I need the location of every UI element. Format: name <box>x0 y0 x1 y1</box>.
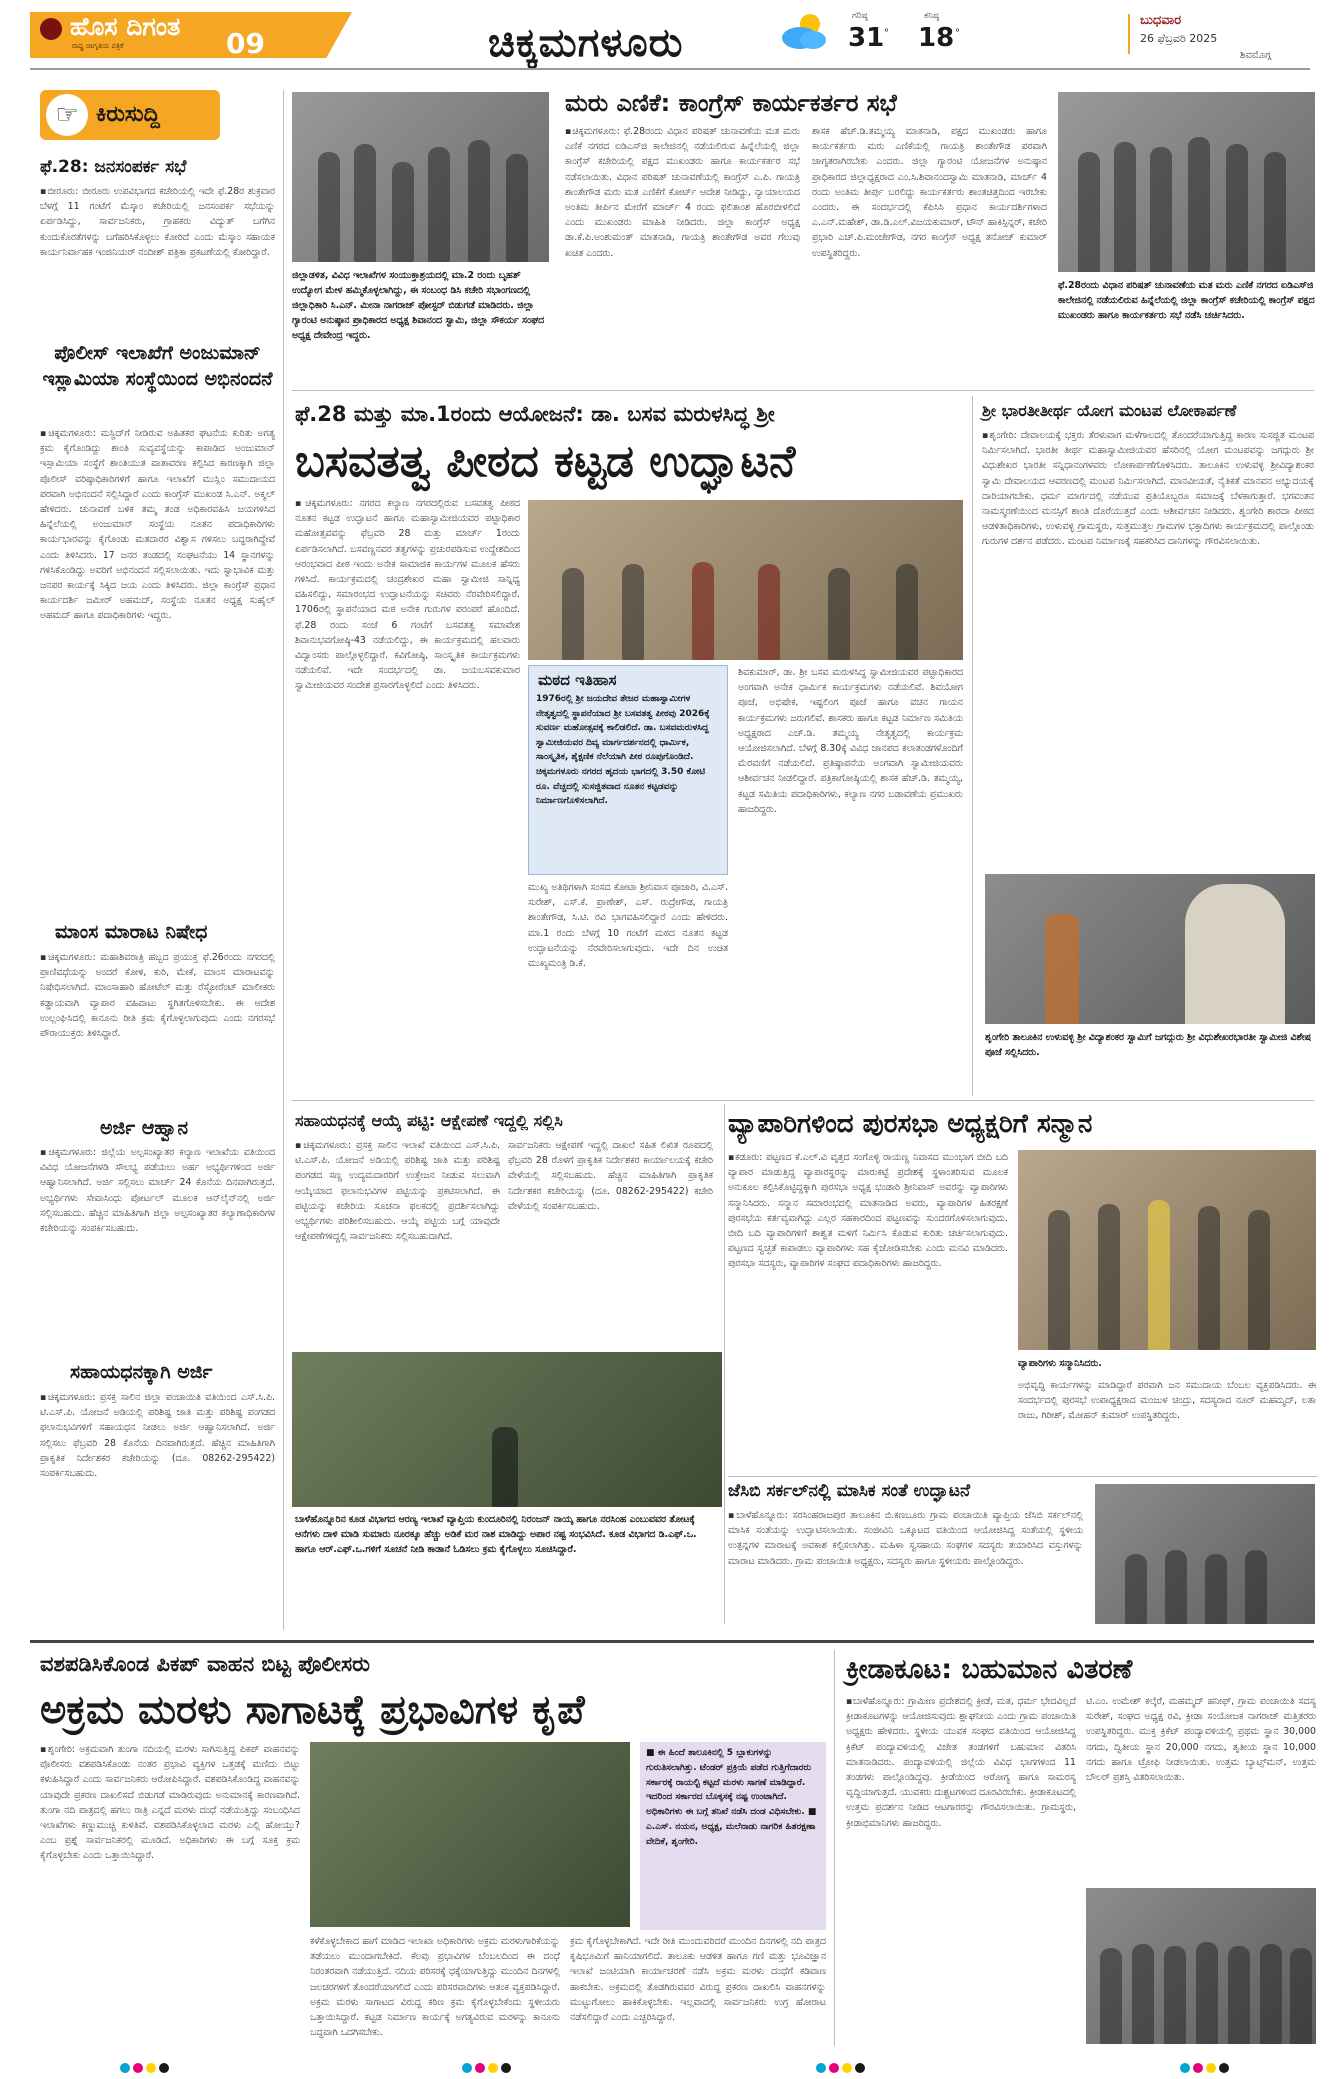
lead-headline: ಬಸವತತ್ವ ಪೀಠದ ಕಟ್ಟಡ ಉದ್ಘಾಟನೆ <box>295 436 796 487</box>
photo-caption: ಫೆ.28ರಂದು ವಿಧಾನ ಪರಿಷತ್ ಚುನಾವಣೆಯ ಮತ ಮರು ಎಣಿಕೆ ನಗರದ ಐಡಿಎಸ್‌ಜಿ ಕಾಲೇಜಿನಲ್ಲಿ ನಡೆಯಲಿರುವ ಹಿನ್ನೆಲೆಯಲ್ಲಿ ಜಿಲ್ಲಾ ಕಾಂಗ್ರೆಸ್ ಕಚೇರಿಯಲ್ಲಿ ಕಾಂಗ್ರೆಸ್ ಪಕ್ಷದ ಮುಖಂಡರು ಹಾಗೂ ಕಾರ್ಯಕರ್ತರು ಸಭೆ ನಡೆಸಿ ಚರ್ಚಿಸಿದರು. <box>1058 280 1315 321</box>
brief-title: ಫೆ.28: ಜನಸಂಪರ್ಕ ಸಭೆ <box>40 157 187 177</box>
logo-icon <box>40 18 62 40</box>
story-headline: ಸಹಾಯಧನಕ್ಕೆ ಆಯ್ಕೆ ಪಟ್ಟಿ: ಆಕ್ಷೇಪಣೆ ಇದ್ದಲ್ಲಿ ಸಲ್ಲಿಸಿ <box>295 1111 563 1130</box>
story-body: ▪ಶೃಂಗೇರಿ: ಅಕ್ರಮವಾಗಿ ತುಂಗಾ ನದಿಯಲ್ಲಿ ಮರಳು ಸಾಗಿಸುತ್ತಿದ್ದ ಪಿಕಪ್ ವಾಹನವನ್ನು ಪೊಲೀಸರು ವಶಪಡಿಸಿಕೊಂಡು ನಂತರ ಪ್ರಭಾವಿ ವ್ಯಕ್ತಿಗಳ ಒತ್ತಡಕ್ಕೆ ಮಣಿದು ಬಿಟ್ಟು ಕಳುಹಿಸಿದ್ದಾರೆ ಎಂದು ಸಾರ್ವಜನಿಕರು ಆರೋಪಿಸಿದ್ದಾರೆ. ವಶಪಡಿಸಿಕೊಂಡಿದ್ದ ವಾಹನವನ್ನು ಯಾವುದೇ ಪ್ರಕರಣ ದಾಖಲಿಸದೆ ಬಿಡುಗಡೆ ಮಾಡಿರುವುದು ಅನುಮಾನಕ್ಕೆ ಕಾರಣವಾಗಿದೆ. ತುಂಗಾ ನದಿ ಪಾತ್ರದಲ್ಲಿ ಹಗಲು ರಾತ್ರಿ ಎನ್ನದೆ ಮರಳು ದಂಧೆ ನಡೆಯುತ್ತಿದ್ದು ಸಂಬಂಧಿಸಿದ ಇಲಾಖೆಗಳು ಕಣ್ಣುಮುಚ್ಚಿ ಕುಳಿತಿವೆ. ವಶಪಡಿಸಿಕೊಳ್ಳಲಾದ ಮರಳು ಎಲ್ಲಿ ಹೋಯ್ತು? ಎಂಬ ಪ್ರಶ್ನೆ ಸಾರ್ವಜನಿಕರಲ್ಲಿ ಮೂಡಿದೆ. ಅಧಿಕಾರಿಗಳು ಈ ಬಗ್ಗೆ ಸೂಕ್ತ ಕ್ರಮ ಕೈಗೊಳ್ಳಬೇಕು ಎಂದು ಒತ್ತಾಯಿಸಿದ್ದಾರೆ. <box>40 1744 300 1862</box>
quote-text: ■ ಈ ಹಿಂದೆ ತಾಲೂಕಿನಲ್ಲಿ 5 ಬ್ಲಾಕುಗಳನ್ನು ಗುರುತಿಸಲಾಗಿತ್ತು. ಟೆಂಡರ್ ಪ್ರಕ್ರಿಯೆ ಪಡೆದ ಗುತ್ತಿಗೆದಾರರು ಸರ್ಕಾರಕ್ಕೆ ರಾಯಲ್ಟಿ ಕಟ್ಟದೆ ಮರಳು ಸಾಗಣೆ ಮಾಡಿದ್ದಾರೆ. ಇದರಿಂದ ಸರ್ಕಾರದ ಬೊಕ್ಕಸಕ್ಕೆ ನಷ್ಟ ಉಂಟಾಗಿದೆ. ಅಧಿಕಾರಿಗಳು ಈ ಬಗ್ಗೆ ತನಿಖೆ ನಡೆಸಿ ದಂಡ ವಿಧಿಸಬೇಕು. ■ ಎ.ಎಸ್. ನಯನ, ಅಧ್ಯಕ್ಷ, ಮಲೆನಾಡು ನಾಗರಿಕ ಹಿತರಕ್ಷಣಾ ವೇದಿಕೆ, ಶೃಂಗೇರಿ. <box>646 1748 817 1847</box>
min-temp: 18 <box>918 23 955 53</box>
story-body: ಶಿವಕುಮಾರ್, ಡಾ. ಶ್ರೀ ಬಸವ ಮರುಳಸಿದ್ಧ ಸ್ವಾಮೀಜಿಯವರ ಪಟ್ಟಾಧಿಕಾರದ ಅಂಗವಾಗಿ ಅನೇಕ ಧಾರ್ಮಿಕ ಕಾರ್ಯಕ್ರಮಗಳು ನಡೆಯಲಿವೆ. ಶಿವಯೋಗ ಪೂಜೆ, ಅಭಿಷೇಕ, ಇಷ್ಟಲಿಂಗ ಪೂಜೆ ಹಾಗೂ ವಚನ ಗಾಯನ ಕಾರ್ಯಕ್ರಮಗಳು ಜರುಗಲಿವೆ. ಶಾಸಕರು ಹಾಗೂ ಕಟ್ಟಡ ನಿರ್ಮಾಣ ಸಮಿತಿಯ ಅಧ್ಯಕ್ಷರಾದ ಎಚ್.ಡಿ. ತಮ್ಮಯ್ಯ ನೇತೃತ್ವದಲ್ಲಿ ಕಾರ್ಯಕ್ರಮ ಆಯೋಜಿಸಲಾಗಿದೆ. ಬೆಳಗ್ಗೆ 8.30ಕ್ಕೆ ವಿವಿಧ ಜಾನಪದ ಕಲಾತಂಡಗಳೊಂದಿಗೆ ಮೆರವಣಿಗೆ ನಡೆಯಲಿದೆ. ಪ್ರತಿಷ್ಠಾಪನೆಯ ಅಂಗವಾಗಿ ಸ್ವಾಮೀಜಿಯವರು ಆಶೀರ್ವಚನ ನೀಡಲಿದ್ದಾರೆ. ಪತ್ರಿಕಾಗೋಷ್ಠಿಯಲ್ಲಿ ಶಾಸಕ ಹೆಚ್.ಡಿ. ತಮ್ಮಯ್ಯ, ಕಟ್ಟಡ ಸಮಿತಿಯ ಪದಾಧಿಕಾರಿಗಳು, ಕಲ್ಯಾಣ ನಗರ ಬಡಾವಣೆಯ ಪ್ರಮುಖರು ಹಾಜರಿದ್ದರು. <box>738 667 963 815</box>
brief-body: ▪ಚಿಕ್ಕಮಗಳೂರು: ಮಹಾಶಿವರಾತ್ರಿ ಹಬ್ಬದ ಪ್ರಯುಕ್ತ ಫೆ.26ರಂದು ನಗರದಲ್ಲಿ ಪ್ರಾಣಿವಧೆಯನ್ನು ಅಂದರೆ ಕೋಳಿ, ಕುರಿ, ಮೇಕೆ, ಮಾಂಸ ಮಾರಾಟವನ್ನು ನಿಷೇಧಿಸಲಾಗಿದೆ. ಮಾಂಸಾಹಾರಿ ಹೋಟೆಲ್ ಮತ್ತು ರೆಸ್ಟೋರೆಂಟ್ ಮಾಲೀಕರು ಕಡ್ಡಾಯವಾಗಿ ವ್ಯಾಪಾರ ವಹಿವಾಟು ಸ್ಥಗಿತಗೊಳಿಸಬೇಕು. ಈ ಆದೇಶ ಉಲ್ಲಂಘಿಸಿದಲ್ಲಿ ಕಾನೂನು ರೀತಿ ಕ್ರಮ ಕೈಗೊಳ್ಳಲಾಗುವುದು ಎಂದು ನಗರಸಭೆ ಪೌರಾಯುಕ್ತರು ತಿಳಿಸಿದ್ದಾರೆ. <box>40 952 275 1040</box>
photo-honor <box>1018 1150 1316 1350</box>
column-divider <box>834 1650 835 2046</box>
photo-caption: ಶೃಂಗೇರಿ ತಾಲೂಕಿನ ಉಳುವಳ್ಳಿ ಶ್ರೀ ವಿದ್ಯಾಶಂಕರ ಸ್ವಾಮಿಗೆ ಜಗದ್ಗುರು ಶ್ರೀ ವಿಧುಶೇಖರಭಾರತೀ ಸ್ವಾಮೀಜಿ ವಿಶೇಷ ಪೂಜೆ ಸಲ್ಲಿಸಿದರು. <box>985 1032 1312 1058</box>
photo-job-fair <box>292 92 549 262</box>
photo-sand-pickup <box>310 1742 630 1927</box>
column-divider <box>972 396 973 1096</box>
weekday: ಬುಧವಾರ <box>1140 13 1182 28</box>
max-temp-label: ಗರಿಷ್ಠ <box>852 11 868 21</box>
brief-body: ▪ಚಿಕ್ಕಮಗಳೂರು: ಜಿಲ್ಲೆಯ ಅಲ್ಪಸಂಖ್ಯಾತರ ಕಲ್ಯಾಣ ಇಲಾಖೆಯ ವತಿಯಿಂದ ವಿವಿಧ ಯೋಜನೆಗಳಡಿ ಸೌಲಭ್ಯ ಪಡೆಯಲು ಅರ್ಹ ಅಭ್ಯರ್ಥಿಗಳಿಂದ ಅರ್ಜಿ ಆಹ್ವಾನಿಸಲಾಗಿದೆ. ಅರ್ಜಿ ಸಲ್ಲಿಸಲು ಮಾರ್ಚ್ 24 ಕೊನೆಯ ದಿನವಾಗಿರುತ್ತದೆ. ಅಭ್ಯರ್ಥಿಗಳು ಸೇವಾಸಿಂಧು ಪೋರ್ಟಲ್ ಮೂಲಕ ಆನ್‌ಲೈನ್‌ನಲ್ಲಿ ಅರ್ಜಿ ಸಲ್ಲಿಸಬಹುದು. ಹೆಚ್ಚಿನ ಮಾಹಿತಿಗಾಗಿ ಜಿಲ್ಲಾ ಅಲ್ಪಸಂಖ್ಯಾತರ ಕಲ್ಯಾಣಾಧಿಕಾರಿಗಳ ಕಚೇರಿಯನ್ನು ಸಂಪರ್ಕಿಸಬಹುದು. <box>40 1147 275 1235</box>
story-body: ▪ಚಿಕ್ಕಮಗಳೂರು: ಪ್ರಸಕ್ತ ಸಾಲಿನ ಇಲಾಖೆ ವತಿಯಿಂದ ಎಸ್.ಸಿ.ಪಿ. ಟಿ.ಎಸ್.ಪಿ. ಯೋಜನೆ ಅಡಿಯಲ್ಲಿ ಪರಿಶಿಷ್ಟ ಜಾತಿ ಮತ್ತು ಪರಿಶಿಷ್ಟ ಪಂಗಡದ ಸಣ್ಣ ಉದ್ಯಮದಾರರಿಗೆ ಉತ್ತೇಜನ ನೀಡುವ ಸಲುವಾಗಿ ಆಯ್ಕೆಯಾದ ಫಲಾನುಭವಿಗಳ ಪಟ್ಟಿಯನ್ನು ಪ್ರಕಟಿಸಲಾಗಿದೆ. ಈ ಪಟ್ಟಿಯನ್ನು ಕಚೇರಿಯ ಸೂಚನಾ ಫಲಕದಲ್ಲಿ ಪ್ರದರ್ಶಿಸಲಾಗಿದ್ದು ಅಭ್ಯರ್ಥಿಗಳು ಪರಿಶೀಲಿಸಬಹುದು. ಆಯ್ಕೆ ಪಟ್ಟಿಯ ಬಗ್ಗೆ ಯಾವುದೇ ಆಕ್ಷೇಪಣೆಗಳಿದ್ದಲ್ಲಿ ಸಾರ್ವಜನಿಕರು ಸಲ್ಲಿಸಬಹುದಾಗಿದೆ. <box>295 1140 500 1243</box>
print-registration-marks <box>120 2058 172 2077</box>
story-body: ▪ಶೃಂಗೇರಿ: ದೇವಾಲಯಕ್ಕೆ ಭಕ್ತರು ತೆರಳುವಾಗ ಮಳೆಗಾಲದಲ್ಲಿ ತೊಂದರೆಯಾಗುತ್ತಿದ್ದ ಕಾರಣ ಸುಸಜ್ಜಿತ ಮಂಟಪ ನಿರ್ಮಿಸಲಾಗಿದೆ. ಭಾರತೀ ತೀರ್ಥ ಮಹಾಸ್ವಾಮೀಜಿಯವರ ಹೆಸರಿನಲ್ಲಿ ಯೋಗ ಮಂಟಪವನ್ನು ಜಗದ್ಗುರು ಶ್ರೀ ವಿಧುಶೇಖರ ಭಾರತೀ ಸನ್ನಿಧಾನಂಗಳವರು ಲೋಕಾರ್ಪಣೆಗೊಳಿಸಿದರು. ತಾಲೂಕಿನ ಉಳುವಳ್ಳಿ ಶ್ರೀವಿದ್ಯಾಶಂಕರ ಸ್ವಾಮಿ ದೇವಾಲಯದ ಆವರಣದಲ್ಲಿ ಮಂಟಪ ನಿರ್ಮಿಸಲಾಗಿದೆ. ಮಾನವೀಯತೆ, ನೈತಿಕತೆ ಮಾನವನ ಅಭ್ಯುದಯಕ್ಕೆ ದಾರಿಯಾಗಬೇಕು. ಧರ್ಮ ಮಾರ್ಗದಲ್ಲಿ ನಡೆಯುವ ಪ್ರತಿಯೊಬ್ಬರೂ ಸಮಾಜಕ್ಕೆ ಬೆಳಕಾಗುತ್ತಾರೆ. ಭಗವಂತನ ನಾಮಸ್ಮರಣೆಯಿಂದ ಮನಸ್ಸಿಗೆ ಶಾಂತಿ ದೊರೆಯುತ್ತದೆ ಎಂದು ಆಶೀರ್ವಚನ ನೀಡಿದರು. ಶೃಂಗೇರಿ ಶಾರದಾ ಪೀಠದ ಆಡಳಿತಾಧಿಕಾರಿಗಳು, ಉಳುವಳ್ಳಿ ಗ್ರಾಮಸ್ಥರು, ಸುತ್ತಮುತ್ತಲ ಗ್ರಾಮಗಳ ಭಕ್ತಾದಿಗಳು ಕಾರ್ಯಕ್ರಮದಲ್ಲಿ ಪಾಲ್ಗೊಂಡು ಗುರುಗಳ ದರ್ಶನ ಪಡೆದರು. ಮಂಟಪ ನಿರ್ಮಾಣಕ್ಕೆ ಸಹಕರಿಸಿದ ದಾನಿಗಳನ್ನು ಗೌರವಿಸಲಾಯಿತು. <box>982 430 1314 548</box>
section-rule <box>728 1476 1318 1477</box>
section-rule <box>30 1640 1314 1643</box>
photo-caption: ಜಿಲ್ಲಾಡಳಿತ, ವಿವಿಧ ಇಲಾಖೆಗಳ ಸಂಯುಕ್ತಾಶ್ರಯದಲ್ಲಿ ಮಾ.2 ರಂದು ಬೃಹತ್ ಉದ್ಯೋಗ ಮೇಳ ಹಮ್ಮಿಕೊಳ್ಳಲಾಗಿದ್ದು, ಈ ಸಂಬಂಧ ಡಿಸಿ ಕಚೇರಿ ಸಭಾಂಗಣದಲ್ಲಿ ಜಿಲ್ಲಾಧಿಕಾರಿ ಸಿ.ಎನ್. ಮೀನಾ ನಾಗರಾಜ್ ಪೋಸ್ಟರ್ ಬಿಡುಗಡೆ ಮಾಡಿದರು. ಜಿಲ್ಲಾ ಗ್ಯಾರಂಟಿ ಅನುಷ್ಠಾನ ಪ್ರಾಧಿಕಾರದ ಅಧ್ಯಕ್ಷ ಶಿವಾನಂದ ಸ್ವಾಮಿ, ಜಿಲ್ಲಾ ಸೌಕರ್ಯ ಸಂಘದ ಅಧ್ಯಕ್ಷ ದೇವೇಂದ್ರ ಇದ್ದರು. <box>292 270 545 341</box>
photo-yoga-mantapa <box>985 874 1315 1024</box>
column-divider <box>724 1104 725 1624</box>
story-headline: ಮರು ಎಣಿಕೆ: ಕಾಂಗ್ರೆಸ್ ಕಾರ್ಯಕರ್ತರ ಸಭೆ <box>565 89 897 117</box>
lead-kicker: ಫೆ.28 ಮತ್ತು ಮಾ.1ರಂದು ಆಯೋಜನೆ: ಡಾ. ಬಸವ ಮರುಳಸಿದ್ಧ ಶ್ರೀ <box>295 402 775 426</box>
page-number: 09 <box>226 27 265 60</box>
photo-press-meet <box>528 500 963 660</box>
story-kicker: ವಶಪಡಿಸಿಕೊಂಡ ಪಿಕಪ್ ವಾಹನ ಬಿಟ್ಟ ಪೊಲೀಸರು <box>40 1652 370 1676</box>
story-headline: ಅಕ್ರಮ ಮರಳು ಸಾಗಾಟಕ್ಕೆ ಪ್ರಭಾವಿಗಳ ಕೃಪೆ <box>40 1687 585 1733</box>
story-body: ಕಳೆಕೊಳ್ಳಬೇಕಾದ ಹಾಗೆ ಮಾಡಿದ ಇಲಾಖಾ ಅಧಿಕಾರಿಗಳು ಅಕ್ರಮ ಮರಳುಗಾರಿಕೆಯನ್ನು ತಡೆಯಲು ಮುಂದಾಗಬೇಕಿದೆ. ಕೆಲವು ಪ್ರಭಾವಿಗಳ ಬೆಂಬಲದಿಂದ ಈ ದಂಧೆ ನಿರಂತರವಾಗಿ ನಡೆಯುತ್ತಿದೆ. ನದಿಯ ಪರಿಸರಕ್ಕೆ ಧಕ್ಕೆಯಾಗುತ್ತಿದ್ದು ಮುಂದಿನ ದಿನಗಳಲ್ಲಿ ಜಲಚರಗಳಿಗೆ ತೊಂದರೆಯಾಗಲಿದೆ ಎಂದು ಪರಿಸರವಾದಿಗಳು ಆತಂಕ ವ್ಯಕ್ತಪಡಿಸಿದ್ದಾರೆ. ಅಕ್ರಮ ಮರಳು ಸಾಗಾಟದ ವಿರುದ್ಧ ಕಠಿಣ ಕ್ರಮ ಕೈಗೊಳ್ಳಬೇಕೆಂದು ಸ್ಥಳೀಯರು ಒತ್ತಾಯಿಸಿದ್ದಾರೆ. ಕಟ್ಟಡ ನಿರ್ಮಾಣ ಕಾರ್ಯಕ್ಕೆ ಅಗತ್ಯವಿರುವ ಮರಳನ್ನು ಕಾನೂನು ಬದ್ಧವಾಗಿ ಒದಗಿಸಬೇಕು. <box>310 1936 560 2039</box>
print-registration-marks <box>1180 2058 1232 2077</box>
story-body: ಶಾಸಕ ಹೆಚ್.ಡಿ.ತಮ್ಮಯ್ಯ ಮಾತನಾಡಿ, ಪಕ್ಷದ ಮುಖಂಡರು ಹಾಗೂ ಕಾರ್ಯಕರ್ತರು ಮರು ಎಣಿಕೆಯಲ್ಲಿ ಗಾಯತ್ರಿ ಶಾಂತೇಗೌಡ ಪರವಾಗಿ ಜಾಗೃತರಾಗಿರಬೇಕು ಎಂದರು. ಜಿಲ್ಲಾ ಗ್ಯಾರಂಟಿ ಯೋಜನೆಗಳ ಅನುಷ್ಠಾನ ಪ್ರಾಧಿಕಾರದ ಜಿಲ್ಲಾಧ್ಯಕ್ಷರಾದ ಎಂ.ಸಿ.ಶಿವಾನಂದಸ್ವಾಮಿ ಮಾತನಾಡಿ, ಮಾರ್ಚ್ 4 ರಂದು ಅಂತಿಮ ತೀರ್ಪು ಬರಲಿದ್ದು ಕಾರ್ಯಕರ್ತರು ಶಾಂತಚಿತ್ತದಿಂದ ಇರಬೇಕು ಎಂದರು. ಈ ಸಂದರ್ಭದಲ್ಲಿ ಕೆಪಿಸಿಸಿ ಪ್ರಧಾನ ಕಾರ್ಯದರ್ಶಿಗಳಾದ ಎ.ಎನ್.ಮಹೇಶ್, ಡಾ.ಡಿ.ಎಲ್.ವಿಜಯಕುಮಾರ್, ಟೌನ್ ಹಾಕಿಸ್ಪಿನ್ನರ್, ಕಚೇರಿ ಪ್ರಭಾರಿ ಎಚ್.ಪಿ.ಮಂಜೇಗೌಡ, ನಗರ ಕಾಂಗ್ರೆಸ್ ಅಧ್ಯಕ್ಷ ತನೋಜ್ ಕುಮಾರ್ ಉಪಸ್ಥಿತರಿದ್ದರು. <box>812 126 1047 259</box>
brief-title: ಅರ್ಜಿ ಆಹ್ವಾನ <box>100 1117 189 1139</box>
masthead-rule <box>30 68 1310 70</box>
story-body: ಅಭಿವೃದ್ಧಿ ಕಾರ್ಯಗಳನ್ನು ಮಾಡಿದ್ದಾರೆ ಪರವಾಗಿ ಜನ ಸಮುದಾಯ ಬೆಂಬಲ ವ್ಯಕ್ತಪಡಿಸಿದರು. ಈ ಸಂದರ್ಭದಲ್ಲಿ ಪುರಸಭೆ ಉಪಾಧ್ಯಕ್ಷರಾದ ಮಂಜುಳ ಚಂದ್ರು, ಸದಸ್ಯರಾದ ನೂರ್ ಮಹಮ್ಮದ್, ಲತಾ ರಾಜು, ಗಿರೀಶ್, ಮೋಹನ್ ಕುಮಾರ್ ಉಪಸ್ಥಿತರಿದ್ದರು. <box>1018 1380 1316 1422</box>
degree-icon: ° <box>884 28 889 39</box>
brief-title: ಸಹಾಯಧನಕ್ಕಾಗಿ ಅರ್ಜಿ <box>70 1361 213 1383</box>
city-title: ಚಿಕ್ಕಮಗಳೂರು <box>488 20 684 66</box>
photo-santhe <box>1095 1484 1315 1624</box>
story-headline: ಜೆಸಿಬಿ ಸರ್ಕಲ್‌ನಲ್ಲಿ ಮಾಸಿಕ ಸಂತೆ ಉದ್ಘಾಟನೆ <box>728 1481 971 1501</box>
briefs-label: ಕಿರುಸುದ್ದಿ <box>96 102 160 127</box>
story-headline: ಶ್ರೀ ಭಾರತೀತೀರ್ಥ ಯೋಗ ಮಂಟಪ ಲೋಕಾರ್ಪಣೆ <box>982 401 1237 420</box>
issue-date: 26 ಫೆಬ್ರವರಿ 2025 <box>1140 32 1218 45</box>
story-body: ಮುಖ್ಯ ಅತಿಥಿಗಳಾಗಿ ಸಂಸದ ಕೋಟಾ ಶ್ರೀನಿವಾಸ ಪೂಜಾರಿ, ವಿ.ಎಸ್. ಸುರೇಶ್, ಎಸ್.ಕೆ. ಪ್ರಾಣೇಶ್, ಎಸ್. ರುದ್ರೇಗೌಡ, ಗಾಯತ್ರಿ ಶಾಂತೇಗೌಡ, ಸಿ.ಟಿ. ರವಿ ಭಾಗವಹಿಸಲಿದ್ದಾರೆ ಎಂದು ಹೇಳಿದರು. ಮಾ.1 ರಂದು ಬೆಳಗ್ಗೆ 10 ಗಂಟೆಗೆ ಮಠದ ನೂತನ ಕಟ್ಟಡ ಉದ್ಘಾಟನೆಯನ್ನು ನೆರವೇರಿಸಲಾಗುವುದು. ಇದೇ ದಿನ ಉಚಿತ ಮುಖ್ಯಮಂತ್ರಿ ಡಿ.ಕೆ. <box>528 882 728 970</box>
history-title: ಮಠದ ಇತಿಹಾಸ <box>538 671 617 689</box>
story-body: ▪ಕಡೂರು: ಪಟ್ಟಣದ ಕೆ.ಎಲ್.ವಿ ವೃತ್ತದ ಸಂಗೊಳ್ಳಿ ರಾಯಣ್ಣ ನಿವಾಸದ ಮುಂಭಾಗ ಬೀದಿ ಬದಿ ವ್ಯಾಪಾರ ಮಾಡುತ್ತಿದ್ದ ವ್ಯಾಪಾರಸ್ಥರನ್ನು ಮಾರುಕಟ್ಟೆ ಪ್ರದೇಶಕ್ಕೆ ಸ್ಥಳಾಂತರಿಸುವ ಮೂಲಕ ಅನುಕೂಲ ಕಲ್ಪಿಸಿಕೊಟ್ಟಿದ್ದಕ್ಕಾಗಿ ಪುರಸಭಾ ಅಧ್ಯಕ್ಷ ಭಂಡಾರಿ ಶ್ರೀನಿವಾಸ್ ಅವರನ್ನು ವ್ಯಾಪಾರಿಗಳು ಸನ್ಮಾನಿಸಿದರು. ಸನ್ಮಾನ ಸಮಾರಂಭದಲ್ಲಿ ಮಾತನಾಡಿದ ಅವರು, ವ್ಯಾಪಾರಿಗಳ ಹಿತರಕ್ಷಣೆ ಪುರಸಭೆಯ ಕರ್ತವ್ಯವಾಗಿದ್ದು ಎಲ್ಲರ ಸಹಕಾರದಿಂದ ಪಟ್ಟಣವನ್ನು ಸುಂದರಗೊಳಿಸಲಾಗುವುದು. ಬೀದಿ ಬದಿ ವ್ಯಾಪಾರಿಗಳಿಗೆ ಶಾಶ್ವತ ಮಳಿಗೆ ನಿರ್ಮಿಸಿ ಕೊಡುವ ಕುರಿತು ಚರ್ಚಿಸಲಾಗುವುದು. ಪಟ್ಟಣದ ಸ್ವಚ್ಛತೆ ಕಾಪಾಡಲು ವ್ಯಾಪಾರಿಗಳು ಸಹ ಕೈಜೋಡಿಸಬೇಕು ಎಂದು ಮನವಿ ಮಾಡಿದರು. ಪುರಸಭಾ ಸದಸ್ಯರು, ವ್ಯಾಪಾರಿಗಳ ಸಂಘದ ಪದಾಧಿಕಾರಿಗಳು ಹಾಜರಿದ್ದರು. <box>728 1152 1008 1270</box>
photo-caption: ವ್ಯಾಪಾರಿಗಳು ಸನ್ಮಾನಿಸಿದರು. <box>1018 1358 1102 1369</box>
brief-title: ಪೊಲೀಸ್ ಇಲಾಖೆಗೆ ಅಂಜುಮಾನ್ ಇಸ್ಲಾಮಿಯಾ ಸಂಸ್ಥೆಯಿಂದ ಅಭಿನಂದನೆ <box>42 342 273 390</box>
story-body: ▪ಬಾಳೆಹೊನ್ನೂರು: ಗ್ರಾಮೀಣ ಪ್ರದೇಶದಲ್ಲಿ ಕ್ರೀಡೆ, ಮತ, ಧರ್ಮ ಭೇದವಿಲ್ಲದೆ ಕ್ರೀಡಾಕೂಟಗಳನ್ನು ಆಯೋಜಿಸುವುದು ಶ್ಲಾಘನೀಯ ಎಂದು ಗ್ರಾಮ ಪಂಚಾಯಿತಿ ಅಧ್ಯಕ್ಷರು ಹೇಳಿದರು. ಸ್ಥಳೀಯ ಯುವಕ ಸಂಘದ ವತಿಯಿಂದ ಆಯೋಜಿಸಿದ್ದ ಕ್ರಿಕೆಟ್ ಪಂದ್ಯಾವಳಿಯಲ್ಲಿ ವಿಜೇತ ತಂಡಗಳಿಗೆ ಬಹುಮಾನ ವಿತರಿಸಿ ಮಾತನಾಡಿದರು. ಪಂದ್ಯಾವಳಿಯಲ್ಲಿ ಜಿಲ್ಲೆಯ ವಿವಿಧ ಭಾಗಗಳಿಂದ 11 ತಂಡಗಳು ಪಾಲ್ಗೊಂಡಿದ್ದವು. ಕ್ರೀಡೆಯಿಂದ ಆರೋಗ್ಯ ಹಾಗೂ ಸಾಮರಸ್ಯ ವೃದ್ಧಿಯಾಗುತ್ತದೆ. ಯುವಕರು ದುಶ್ಚಟಗಳಿಂದ ದೂರವಿರಬೇಕು. ಕ್ರೀಡಾಕೂಟದಲ್ಲಿ ಉತ್ತಮ ಪ್ರದರ್ಶನ ನೀಡಿದ ಆಟಗಾರರನ್ನು ಗೌರವಿಸಲಾಯಿತು. ಗ್ರಾಮಸ್ಥರು, ಕ್ರೀಡಾಭಿಮಾನಿಗಳು ಹಾಜರಿದ್ದರು. <box>846 1696 1076 1829</box>
section-rule <box>292 390 1314 391</box>
photo-caption: ಬಾಳೆಹೊನ್ನೂರಿನ ಕೂಡ ವಿಭಾಗದ ಆರಣ್ಯ ಇಲಾಖೆ ವ್ಯಾಪ್ತಿಯ ಕುಂದೂರಿನಲ್ಲಿ ನಿರಂಜನ್ ನಾಯ್ಕ ಹಾಗೂ ನರಸಿಂಹ ಎಂಬುವವರ ತೋಟಕ್ಕೆ ಆನೆಗಳು ದಾಳಿ ಮಾಡಿ ಸುಮಾರು ನೂರಕ್ಕೂ ಹೆಚ್ಚು ಅಡಿಕೆ ಮರ ನಾಶ ಮಾಡಿದ್ದು ಅಪಾರ ನಷ್ಟ ಸಂಭವಿಸಿದೆ. ಕೂಡ ವಿಭಾಗದ ಡಿ.ಎಫ್.ಒ. ಹಾಗೂ ಆರ್.ಎಫ್.ಒ.ಗಳಿಗೆ ಸೂಚನೆ ನೀಡಿ ಕಾಡಾನೆ ಓಡಿಸಲು ಕ್ರಮ ಕೈಗೊಳ್ಳಲು ಸೂಚಿಸಿದ್ದಾರೆ. <box>295 1514 697 1555</box>
edition: ಶಿವಮೊಗ್ಗ <box>1240 50 1272 61</box>
section-rule <box>292 1100 1314 1101</box>
weather-icon <box>780 10 830 54</box>
brief-body: ▪ಚಿಕ್ಕಮಗಳೂರು: ಮಸ್ಜಿದ್‌ಗೆ ನೀಡಿರುವ ಅಹಿತಕರ ಘಟನೆಯ ಕುರಿತು ಅಗತ್ಯ ಕ್ರಮ ಕೈಗೊಂಡಿದ್ದು ಶಾಂತಿ ಸುವ್ಯವಸ್ಥೆಯನ್ನು ಕಾಪಾಡಿದ ಅಂಜುಮಾನ್ ಇಸ್ಲಾಮಿಯಾ ಸಂಸ್ಥೆಗೆ ಶಾಂತಿಯುತ ವಾತಾವರಣ ಕಲ್ಪಿಸಿದ ಕಾರಣಕ್ಕಾಗಿ ಜಿಲ್ಲಾ ಪೊಲೀಸ್ ವರಿಷ್ಠಾಧಿಕಾರಿಗಳಿಗೆ ಹಾಗೂ ಇಲಾಖೆಗೆ ಮುಸ್ಲಿಂ ಸಮುದಾಯದ ಪರವಾಗಿ ಅಭಿನಂದನೆ ಸಲ್ಲಿಸಿದ್ದಾರೆ ಎಂದು ಕಾಂಗ್ರೆಸ್ ಮುಖಂಡ ಸಿ.ಎನ್. ಅಕ್ಮಲ್ ಹೇಳಿದರು. ಚುನಾವಣೆ ಬಳಿಕ ತಮ್ಮ ತಂಡ ಅಧಿಕಾರವಹಿಸಿ ಜಯಗಳಿಸಿದ ಹಿನ್ನೆಲೆಯಲ್ಲಿ ಅಂಜುಮಾನ್ ಸಂಸ್ಥೆಯ ನೂತನ ಪದಾಧಿಕಾರಿಗಳು ಕಾರ್ಯಭಾರವನ್ನು ಕೈಗೊಂಡು ಮತದಾರರ ವಿಶ್ವಾಸ ಗಳಿಸಲು ಬದ್ಧರಾಗಿದ್ದೇವೆ ಎಂದು ತಿಳಿಸಿದರು. 17 ಜನರ ತಂಡದಲ್ಲಿ ಸಂಘಟನೆಯು 14 ಸ್ಥಾನಗಳನ್ನು ಗಳಿಸಿಕೊಂಡಿದ್ದು ಅವರಿಗೆ ಅಭಿನಂದನೆ ಸಲ್ಲಿಸಲಾಯಿತು. ಇದು ಸ್ವಾಭಾವಿಕ ಮತ್ತು ಜನಪರ ಕಾರ್ಯಕ್ಕೆ ಸಿಕ್ಕಿದ ಜಯ ಎಂದು ತಿಳಿಸಿದರು. ಜಿಲ್ಲಾ ಕಾಂಗ್ರೆಸ್ ಪ್ರಧಾನ ಕಾರ್ಯದರ್ಶಿ ಜಮೀರ್ ಅಹಮದ್, ಸಂಸ್ಥೆಯ ನೂತನ ಅಧ್ಯಕ್ಷ ಸುಹೈಲ್ ಅಹಮದ್ ಹಾಗೂ ಪದಾಧಿಕಾರಿಗಳು ಇದ್ದರು. <box>40 428 275 622</box>
briefs-icon: ☞ <box>46 94 88 136</box>
story-headline: ವ್ಯಾಪಾರಿಗಳಿಂದ ಪುರಸಭಾ ಅಧ್ಯಕ್ಷರಿಗೆ ಸನ್ಮಾನ <box>728 1109 1093 1139</box>
photo-congress-meeting <box>1058 92 1315 272</box>
photo-damaged-plantation <box>292 1352 722 1507</box>
story-body: ಸಾರ್ವಜನಿಕರು ಆಕ್ಷೇಪಣೆ ಇದ್ದಲ್ಲಿ ದಾಖಲೆ ಸಹಿತ ಲಿಖಿತ ರೂಪದಲ್ಲಿ ಫೆಬ್ರವರಿ 28 ರೊಳಗೆ ಪ್ರಾಕೃತಿಕ ನಿರ್ದೇಶಕರ ಕಾರ್ಯಾಲಯಕ್ಕೆ ಕಚೇರಿ ವೇಳೆಯಲ್ಲಿ ಸಲ್ಲಿಸಬಹುದು. ಹೆಚ್ಚಿನ ಮಾಹಿತಿಗಾಗಿ ಪ್ರಾಕೃತಿಕ ನಿರ್ದೇಶಕರ ಕಚೇರಿಯನ್ನು (ದೂ. 08262-295422) ಕಚೇರಿ ವೇಳೆಯಲ್ಲಿ ಸಂಪರ್ಕಿಸಬಹುದು. <box>508 1140 713 1212</box>
column-divider <box>283 90 284 1630</box>
story-headline: ಕ್ರೀಡಾಕೂಟ: ಬಹುಮಾನ ವಿತರಣೆ <box>846 1654 1133 1685</box>
date-divider <box>1128 14 1130 54</box>
brand-name: ಹೊಸ ದಿಗಂತ <box>70 12 181 41</box>
degree-icon: ° <box>955 28 960 39</box>
brand-tagline: ರಾಷ್ಟ್ರ ಜಾಗೃತಿಯ ಪತ್ರಿಕೆ <box>72 42 124 50</box>
story-body: ಟಿ.ಎಂ. ಉಮೇಶ್ ಕಲ್ಕೆರೆ, ಮಹಮ್ಮದ್ ಹನೀಫ್, ಗ್ರಾಮ ಪಂಚಾಯಿತಿ ಸದಸ್ಯ ಸುರೇಶ್, ಸಂಘದ ಅಧ್ಯಕ್ಷ ರವಿ, ಕ್ರೀಡಾ ಸಂಯೋಜಕ ನಾಗರಾಜ್ ಮತ್ತಿತರರು ಉಪಸ್ಥಿತರಿದ್ದರು. ಮುಕ್ತ ಕ್ರಿಕೆಟ್ ಪಂದ್ಯಾವಳಿಯಲ್ಲಿ ಪ್ರಥಮ ಸ್ಥಾನ 30,000 ನಗದು, ದ್ವಿತೀಯ ಸ್ಥಾನ 20,000 ನಗದು, ತೃತೀಯ ಸ್ಥಾನ 10,000 ನಗದು ಹಾಗೂ ಟ್ರೋಫಿ ನೀಡಲಾಯಿತು. ಉತ್ತಮ ಬ್ಯಾಟ್ಸ್‌ಮನ್, ಉತ್ತಮ ಬೌಲರ್ ಪ್ರಶಸ್ತಿ ವಿತರಿಸಲಾಯಿತು. <box>1086 1696 1316 1784</box>
min-temp-label: ಕನಿಷ್ಠ <box>924 11 940 21</box>
print-registration-marks <box>462 2058 514 2077</box>
brief-body: ▪ಚಿಕ್ಕಮಗಳೂರು: ಪ್ರಸಕ್ತ ಸಾಲಿನ ಜಿಲ್ಲಾ ಪಂಚಾಯಿತಿ ವತಿಯಿಂದ ಎಸ್.ಸಿ.ಪಿ. ಟಿ.ಎಸ್.ಪಿ. ಯೋಜನೆ ಅಡಿಯಲ್ಲಿ ಪರಿಶಿಷ್ಟ ಜಾತಿ ಮತ್ತು ಪರಿಶಿಷ್ಟ ಪಂಗಡದ ಫಲಾನುಭವಿಗಳಿಗೆ ಸಹಾಯಧನ ನೀಡಲು ಅರ್ಜಿ ಆಹ್ವಾನಿಸಲಾಗಿದೆ. ಅರ್ಜಿ ಸಲ್ಲಿಸಲು ಫೆಬ್ರವರಿ 28 ಕೊನೆಯ ದಿನವಾಗಿರುತ್ತದೆ. ಹೆಚ್ಚಿನ ಮಾಹಿತಿಗಾಗಿ ಪ್ರಾಕೃತಿಕ ನಿರ್ದೇಶಕರ ಕಚೇರಿಯನ್ನು (ದೂ. 08262-295422) ಸಂಪರ್ಕಿಸಬಹುದು. <box>40 1392 275 1480</box>
story-body: ▪ಚಿಕ್ಕಮಗಳೂರು: ಫೆ.28ರಂದು ವಿಧಾನ ಪರಿಷತ್ ಚುನಾವಣೆಯ ಮತ ಮರು ಎಣಿಕೆ ನಗರದ ಐಡಿಎಸ್‌ಜಿ ಕಾಲೇಜಿನಲ್ಲಿ ನಡೆಯಲಿರುವ ಹಿನ್ನೆಲೆಯಲ್ಲಿ ಜಿಲ್ಲಾ ಕಾಂಗ್ರೆಸ್ ಕಚೇರಿಯಲ್ಲಿ ಪಕ್ಷದ ಮುಖಂಡರು ಹಾಗೂ ಕಾರ್ಯಕರ್ತರ ಸಭೆ ನಡೆಸಲಾಯಿತು. ವಿಧಾನ ಪರಿಷತ್ ಚುನಾವಣೆಯಲ್ಲಿ ಕಾಂಗ್ರೆಸ್ ಎ.ಪಿ. ಗಾಯತ್ರಿ ಶಾಂತೇಗೌಡ ಮರು ಮತ ಎಣಿಕೆಗೆ ಕೋರ್ಟ್ ಆದೇಶ ನೀಡಿದ್ದು, ನ್ಯಾಯಾಲಯದ ಅಂತಿಮ ತೀರ್ಪಿನ ಮೇರೆಗೆ ಮಾರ್ಚ್ 4 ರಂದು ಫಲಿತಾಂಶ ಹೊರಬೀಳಲಿದೆ ಎಂದು ಮುಖಂಡರು ಮಾಹಿತಿ ನೀಡಿದರು. ಜಿಲ್ಲಾ ಕಾಂಗ್ರೆಸ್ ಅಧ್ಯಕ್ಷ ಡಾ.ಕೆ.ಪಿ.ಅಂಶುಮಂತ್ ಮಾತನಾಡಿ, ಗಾಯತ್ರಿ ಶಾಂತೇಗೌಡ ಅವರ ಗೆಲುವು ಖಚಿತ ಎಂದರು. <box>565 126 800 259</box>
print-registration-marks <box>816 2058 868 2077</box>
history-body: 1976ರಲ್ಲಿ ಶ್ರೀ ಜಯದೇವ ತೇಜರ ಮಹಾಸ್ವಾಮೀಗಳ ನೇತೃತ್ವದಲ್ಲಿ ಸ್ಥಾಪನೆಯಾದ ಶ್ರೀ ಬಸವತತ್ವ ಪೀಠವು 2026ಕ್ಕೆ ಸುವರ್ಣ ಮಹೋತ್ಸವಕ್ಕೆ ಕಾಲಿಡಲಿದೆ. ಡಾ. ಬಸವಮರುಳಸಿದ್ಧ ಸ್ವಾಮೀಜಿಯವರ ದಿವ್ಯ ಮಾರ್ಗದರ್ಶನದಲ್ಲಿ ಧಾರ್ಮಿಕ, ಸಾಂಸ್ಕೃತಿಕ, ಶೈಕ್ಷಣಿಕ ನೆಲೆಯಾಗಿ ಪೀಠ ರೂಪುಗೊಂಡಿದೆ. ಚಿಕ್ಕಮಗಳೂರು ನಗರದ ಹೃದಯ ಭಾಗದಲ್ಲಿ 3.50 ಕೋಟಿ ರೂ. ವೆಚ್ಚದಲ್ಲಿ ಸುಸಜ್ಜಿತವಾದ ನೂತನ ಕಟ್ಟಡವನ್ನು ನಿರ್ಮಾಣಗೊಳಿಸಲಾಗಿದೆ. <box>536 694 710 807</box>
story-body: ▪ಬಾಳೆಹೊನ್ನೂರು: ಸರಸಿಂಹರಾಜಪುರ ತಾಲೂಕಿನ ಬಿ.ಕಣಬೂರು ಗ್ರಾಮ ಪಂಚಾಯಿತಿ ವ್ಯಾಪ್ತಿಯ ಜೆಸಿಬಿ ಸರ್ಕಲ್‌ನಲ್ಲಿ ಮಾಸಿಕ ಸಂತೆಯನ್ನು ಉದ್ಘಾಟಿಸಲಾಯಿತು. ಸಂಜೀವಿನಿ ಒಕ್ಕೂಟದ ವತಿಯಿಂದ ಆಯೋಜಿಸಿದ್ದ ಸಂತೆಯಲ್ಲಿ ಸ್ಥಳೀಯ ಉತ್ಪನ್ನಗಳ ಮಾರಾಟಕ್ಕೆ ಅವಕಾಶ ಕಲ್ಪಿಸಲಾಗಿತ್ತು. ಮಹಿಳಾ ಸ್ವಸಹಾಯ ಸಂಘಗಳ ಸದಸ್ಯರು ತಯಾರಿಸಿದ ವಸ್ತುಗಳನ್ನು ಮಾರಾಟ ಮಾಡಿದರು. ಗ್ರಾಮ ಪಂಚಾಯಿತಿ ಅಧ್ಯಕ್ಷರು, ಸದಸ್ಯರು ಹಾಗೂ ಸ್ಥಳೀಯರು ಪಾಲ್ಗೊಂಡಿದ್ದರು. <box>728 1510 1083 1567</box>
brief-title: ಮಾಂಸ ಮಾರಾಟ ನಿಷೇಧ <box>55 921 208 943</box>
story-body: ▪ಚಿಕ್ಕಮಗಳೂರು: ನಗರದ ಕಲ್ಯಾಣ ನಗರದಲ್ಲಿರುವ ಬಸವತತ್ವ ಪೀಠದ ನೂತನ ಕಟ್ಟಡ ಉದ್ಘಾಟನೆ ಹಾಗೂ ಮಹಾಸ್ವಾಮೀಜಿಯವರ ಪಟ್ಟಾಧಿಕಾರ ಮಹೋತ್ಸವವನ್ನು ಫೆಬ್ರವರಿ 28 ಮತ್ತು ಮಾರ್ಚ್ 1ರಂದು ಏರ್ಪಡಿಸಲಾಗಿದೆ. ಬಸವಣ್ಣನವರ ತತ್ವಗಳನ್ನು ಪ್ರಚುರಪಡಿಸುವ ಉದ್ದೇಶದಿಂದ ಆರಂಭವಾದ ಪೀಠ ಇಂದು ಅನೇಕ ಸಾಮಾಜಿಕ ಕಾರ್ಯಗಳ ಮೂಲಕ ಹೆಸರು ಗಳಿಸಿದೆ. ಕಾರ್ಯಕ್ರಮದಲ್ಲಿ ಚಂದ್ರಶೇಖರ ಮಹಾ ಸ್ವಾಮೀಜಿ ಸಾನ್ನಿಧ್ಯ ವಹಿಸಲಿದ್ದು, ಸಮಾರಂಭದ ಉದ್ಘಾಟನೆಯನ್ನು ಸಚಿವರು ನೆರವೇರಿಸಲಿದ್ದಾರೆ. 1706ರಲ್ಲಿ ಸ್ಥಾಪನೆಯಾದ ಮಠ ಅನೇಕ ಗುರುಗಳ ಪರಂಪರೆ ಹೊಂದಿದೆ. ಫೆ.28 ರಂದು ಸಂಜೆ 6 ಗಂಟೆಗೆ ಬಸವತತ್ವ ಸಮಾವೇಶ ಶಿವಾನುಭವಗೋಷ್ಠಿ-43 ನಡೆಯಲಿದ್ದು, ಈ ಕಾರ್ಯಕ್ರಮದಲ್ಲಿ ಹಲವಾರು ವಿದ್ವಾಂಸರು ಪಾಲ್ಗೊಳ್ಳಲಿದ್ದಾರೆ. ಕವಿಗೋಷ್ಠಿ, ಸಾಂಸ್ಕೃತಿಕ ಕಾರ್ಯಕ್ರಮಗಳು ನಡೆಯಲಿವೆ. ಇದೇ ಸಂದರ್ಭದಲ್ಲಿ ಡಾ. ಜಯಬಸವಕುಮಾರ ಸ್ವಾಮೀಜಿಯವರ ಸಂದೇಶ ಪ್ರಸಾರಗೊಳ್ಳಲಿದೆ ಎಂದು ತಿಳಿಸಿದರು. <box>295 498 520 692</box>
photo-sports-prize <box>1086 1888 1316 2044</box>
brief-body: ▪ಬೀರೂರು: ಬೀರೂರು ಉಪವಿಭಾಗದ ಕಚೇರಿಯಲ್ಲಿ ಇದೇ ಫೆ.28ರ ಶುಕ್ರವಾರ ಬೆಳಗ್ಗೆ 11 ಗಂಟೆಗೆ ಮೆಸ್ಕಾಂ ಕಚೇರಿಯಲ್ಲಿ ಜನಸಂಪರ್ಕ ಸಭೆಯನ್ನು ಏರ್ಪಡಿಸಿದ್ದು, ಸಾರ್ವಜನಿಕರು, ಗ್ರಾಹಕರು ವಿದ್ಯುತ್ ಬಗೆಗಿನ ಕುಂದುಕೊರತೆಗಳನ್ನು ಬಗೆಹರಿಸಿಕೊಳ್ಳಲು ಕೋರಿದೆ ಎಂದು ಮೆಸ್ಕಾಂ ಸಹಾಯಕ ಕಾರ್ಯನಿರ್ವಾಹಕ ಇಂಜಿನಿಯರ್ ನಂದೀಶ್ ಪತ್ರಿಕಾ ಪ್ರಕಟಣೆಯಲ್ಲಿ ಕೋರಿದ್ದಾರೆ. <box>40 186 275 258</box>
max-temp: 31 <box>848 23 885 53</box>
story-body: ಕ್ರಮ ಕೈಗೊಳ್ಳಬೇಕಾಗಿದೆ. ಇದೇ ರೀತಿ ಮುಂದುವರಿದರೆ ಮುಂದಿನ ದಿನಗಳಲ್ಲಿ ನದಿ ಪಾತ್ರದ ಕೃಷಿಭೂಮಿಗೆ ಹಾನಿಯಾಗಲಿದೆ. ತಾಲೂಕು ಆಡಳಿತ ಹಾಗೂ ಗಣಿ ಮತ್ತು ಭೂವಿಜ್ಞಾನ ಇಲಾಖೆ ಜಂಟಿಯಾಗಿ ಕಾರ್ಯಾಚರಣೆ ನಡೆಸಿ ಅಕ್ರಮ ಮರಳು ದಂಧೆಗೆ ಕಡಿವಾಣ ಹಾಕಬೇಕು. ಅಕ್ರಮದಲ್ಲಿ ತೊಡಗಿರುವವರ ವಿರುದ್ಧ ಪ್ರಕರಣ ದಾಖಲಿಸಿ ವಾಹನಗಳನ್ನು ಮುಟ್ಟುಗೋಲು ಹಾಕಿಕೊಳ್ಳಬೇಕು. ಇಲ್ಲವಾದಲ್ಲಿ ಸಾರ್ವಜನಿಕರು ಉಗ್ರ ಹೋರಾಟ ನಡೆಸಲಿದ್ದಾರೆ ಎಂದು ಎಚ್ಚರಿಸಿದ್ದಾರೆ. <box>570 1936 826 2024</box>
